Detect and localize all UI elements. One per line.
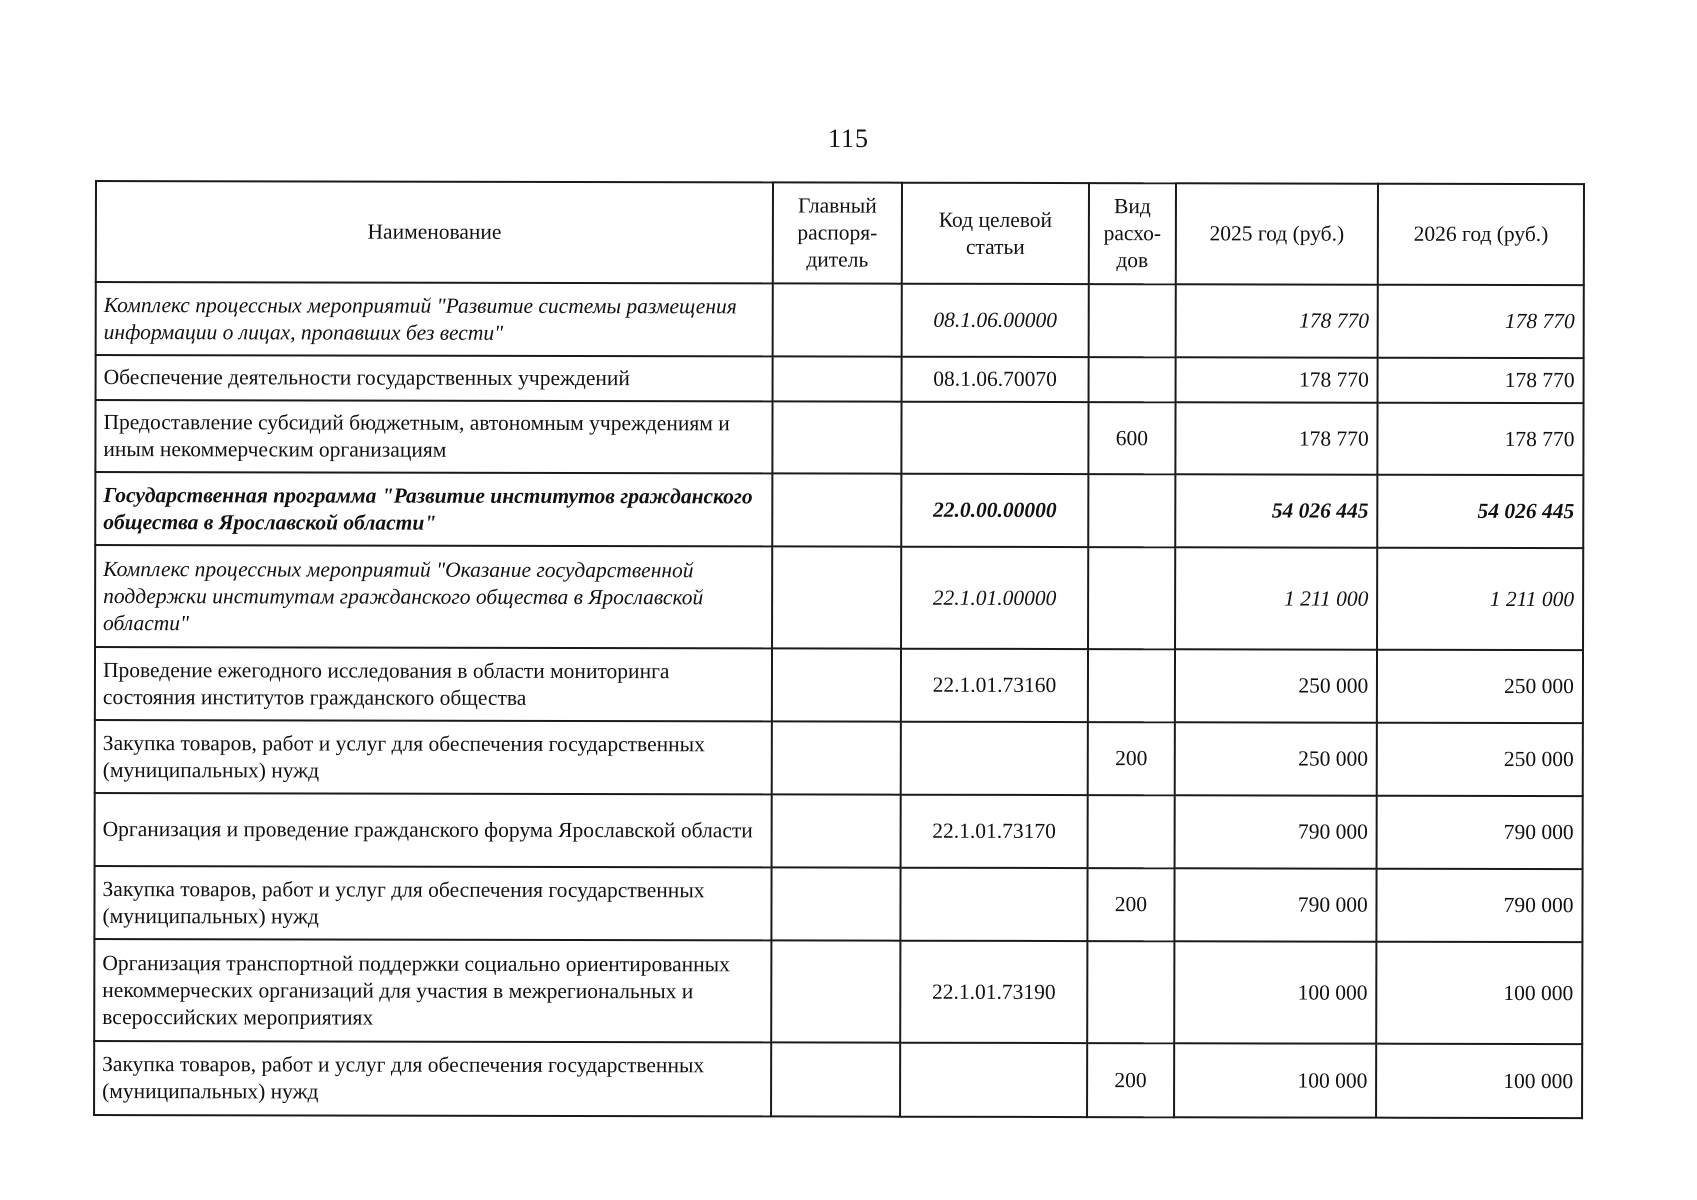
cell-kind xyxy=(1088,795,1174,868)
cell-2026: 54 026 445 xyxy=(1377,475,1583,548)
budget-table xyxy=(93,180,1585,1119)
cell-code: 08.1.06.70070 xyxy=(901,357,1089,402)
cell-2026: 250 000 xyxy=(1377,723,1583,796)
cell-2026: 790 000 xyxy=(1377,796,1583,869)
cell-name: Закупка товаров, работ и услуг для обеспечения государственных (муниципальных) нужд xyxy=(95,720,772,794)
cell-2025: 178 770 xyxy=(1175,284,1378,357)
cell-name: Организация и проведение гражданского форума Ярославской области xyxy=(95,793,772,867)
cell-manager xyxy=(771,940,900,1042)
cell-code: 22.1.01.73160 xyxy=(901,649,1089,722)
cell-2025: 250 000 xyxy=(1174,649,1377,722)
cell-2026: 178 770 xyxy=(1378,285,1584,358)
table-row xyxy=(95,545,1583,650)
cell-kind: 600 xyxy=(1089,402,1175,474)
cell-2026: 178 770 xyxy=(1378,358,1584,403)
cell-kind xyxy=(1089,357,1175,402)
cell-kind: 200 xyxy=(1087,1043,1173,1117)
cell-manager xyxy=(773,356,902,401)
cell-name: Закупка товаров, работ и услуг для обеспечения государственных (муниципальных) нужд xyxy=(94,866,771,940)
cell-manager xyxy=(772,867,901,940)
cell-2025: 100 000 xyxy=(1174,1043,1377,1117)
cell-code: 22.1.01.73190 xyxy=(900,941,1088,1043)
cell-name: Закупка товаров, работ и услуг для обеспечения государственных (муниципальных) нужд xyxy=(94,1041,771,1116)
cell-2025: 178 770 xyxy=(1175,357,1378,402)
cell-manager xyxy=(772,794,901,867)
cell-2025: 250 000 xyxy=(1174,722,1377,795)
cell-code: 08.1.06.00000 xyxy=(901,284,1089,357)
cell-code xyxy=(900,1043,1088,1117)
table-header-row xyxy=(96,181,1584,285)
header-manager: Главный распоря-дитель xyxy=(773,182,902,283)
table-body xyxy=(94,282,1584,1118)
table-row xyxy=(94,939,1582,1044)
cell-2025: 790 000 xyxy=(1174,795,1377,868)
cell-2026: 1 211 000 xyxy=(1377,548,1583,650)
cell-2025: 790 000 xyxy=(1174,868,1377,941)
cell-kind xyxy=(1088,649,1174,722)
cell-2026: 100 000 xyxy=(1376,942,1582,1044)
cell-code xyxy=(900,868,1088,941)
table-row xyxy=(95,400,1583,475)
cell-code xyxy=(901,402,1089,474)
header-2026: 2026 год (руб.) xyxy=(1378,184,1584,285)
header-name: Наименование xyxy=(96,181,773,283)
cell-kind: 200 xyxy=(1088,868,1174,941)
cell-manager xyxy=(773,283,902,356)
cell-name: Предоставление субсидий бюджетным, автономным учреждениям и иным некоммерческим организациям xyxy=(95,400,772,473)
cell-code: 22.0.00.00000 xyxy=(901,474,1089,547)
cell-manager xyxy=(771,1042,900,1116)
table-row xyxy=(96,355,1584,403)
table-row xyxy=(94,866,1582,942)
cell-2026: 178 770 xyxy=(1378,403,1584,475)
cell-2025: 54 026 445 xyxy=(1175,474,1378,547)
table-row xyxy=(96,282,1584,358)
cell-name: Комплекс процессных мероприятий "Развитие системы размещения информации о лицах, пропавших без вести" xyxy=(96,282,773,356)
cell-2025: 178 770 xyxy=(1175,402,1378,474)
cell-kind xyxy=(1089,474,1175,547)
cell-kind xyxy=(1088,941,1174,1043)
table-row xyxy=(95,793,1583,869)
cell-2025: 100 000 xyxy=(1174,941,1377,1043)
cell-2026: 790 000 xyxy=(1377,869,1583,942)
table-row xyxy=(95,647,1583,723)
table-row xyxy=(95,720,1583,796)
header-kind: Вид расхо-дов xyxy=(1089,183,1175,284)
cell-2026: 250 000 xyxy=(1377,650,1583,723)
cell-code xyxy=(900,722,1088,795)
cell-name: Проведение ежегодного исследования в области мониторинга состояния институтов гражданского общества xyxy=(95,647,772,721)
cell-manager xyxy=(772,546,901,648)
cell-name: Комплекс процессных мероприятий "Оказание государственной поддержки институтам гражданского общества в Ярославской области" xyxy=(95,545,772,648)
cell-2026: 100 000 xyxy=(1376,1044,1582,1118)
cell-manager xyxy=(773,401,902,473)
cell-kind: 200 xyxy=(1088,722,1174,795)
header-code: Код целевой статьи xyxy=(901,183,1089,284)
cell-code: 22.1.01.73170 xyxy=(900,795,1088,868)
cell-manager xyxy=(772,648,901,721)
cell-kind xyxy=(1089,284,1175,357)
cell-manager xyxy=(772,721,901,794)
cell-kind xyxy=(1088,547,1174,649)
table-row xyxy=(94,1041,1582,1118)
cell-name: Организация транспортной поддержки социально ориентированных некоммерческих организаций для участия в межрегиональных и всероссийских мероприятиях xyxy=(94,939,771,1042)
header-2025: 2025 год (руб.) xyxy=(1175,183,1378,284)
cell-name: Обеспечение деятельности государственных учреждений xyxy=(96,355,773,401)
cell-name: Государственная программа "Развитие институтов гражданского общества в Ярославской области" xyxy=(95,472,772,546)
page-number: 115 xyxy=(827,124,870,153)
table-row xyxy=(95,472,1583,548)
cell-code: 22.1.01.00000 xyxy=(901,547,1089,649)
cell-manager xyxy=(772,473,901,546)
cell-2025: 1 211 000 xyxy=(1175,547,1378,649)
